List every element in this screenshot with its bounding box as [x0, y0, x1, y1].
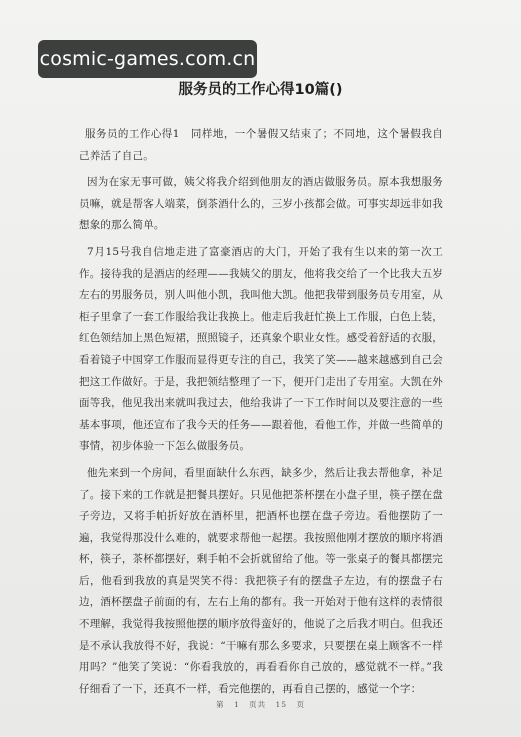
footer-page-total: 15 [275, 700, 288, 709]
page-title: 服务员的工作心得10篇() [178, 82, 343, 98]
paragraph: 服务员的工作心得1 同样地，一个暑假又结束了；不同地，这个暑假我自己养活了自己。 [79, 128, 443, 162]
footer-page-number: 1 [233, 700, 240, 709]
paragraph: 因为在家无事可做，姨父将我介绍到他朋友的酒店做服务员。原本我想服务员嘛，就是帮客人端菜，倒茶酒什么的，三岁小孩都会做。可事实却远非如我想象的那么简单。 [79, 176, 443, 232]
footer-mid: 页共 [249, 700, 267, 709]
footer-suffix: 页 [296, 700, 305, 709]
paragraph: 7月15号我自信地走进了富豪酒店的大门，开始了我有生以来的第一次工作。接待我的是酒店的经理——我姨父的朋友，他将我交给了一个比我大五岁左右的男服务员，别人叫他小凯，我叫他大凯。他把我带到服务员专用室，从柜子里拿了一套工作服给我让我换上。他走后我赶忙换上工作服，白色上装，红色领结加上黑色短裙，照照镜子，还真象个职业女性。感受着舒适的衣服，看着镜子中国穿工作服而显得更专注的自己，我笑了笑——越来越感到自己会把这工作做好。于是，我把领结整理了一下，便开门走出了专用室。大凯在外面等我，他见我出来就叫我过去，他给我讲了一下工作时间以及要注意的一些基本事项，他还宣布了我今天的任务——跟着他，看他工作，并做一些简单的事情，初步体验一下怎么做服务员。 [79, 245, 443, 453]
watermark-badge [38, 40, 257, 78]
paragraph: 他先来到一个房间，看里面缺什么东西，缺多少，然后让我去帮他拿，补足了。接下来的工作就是把餐具摆好。只见他把茶杯摆在小盘子里，筷子摆在盘子旁边，又将手帕折好放在酒杯里，把酒杯也摆在盘子旁边。看他摆防了一遍，我觉得那没什么难的，就要求帮他一起摆。我按照他刚才摆放的顺序将酒杯，筷子，茶杯都摆好，剩手帕不会折就留给了他。等一张桌子的餐具都摆完后，他看到我放的真是哭笑不得：我把筷子有的摆盘子左边，有的摆盘子右边，酒杯摆盘子前面的有，左右上角的都有。我一开始对于他有这样的表情很不理解，我觉得我按照他摆的顺序放得蛮好的，他说了之后我才明白。但我还是不承认我放得不好，我说：“干嘛有那么多要求，只要摆在桌上顾客不一样用吗？”他笑了笑说：“你看我放的，再看看你自己放的，感觉就不一样。”我仔细看了一下，还真不一样，看完他摆的，再看自己摆的，感觉一个字： [79, 466, 443, 695]
document-body [79, 124, 443, 705]
watermark-text: cosmic-games.com.cn [39, 48, 256, 70]
footer-prefix: 第 [216, 700, 225, 709]
page-footer [0, 699, 521, 710]
